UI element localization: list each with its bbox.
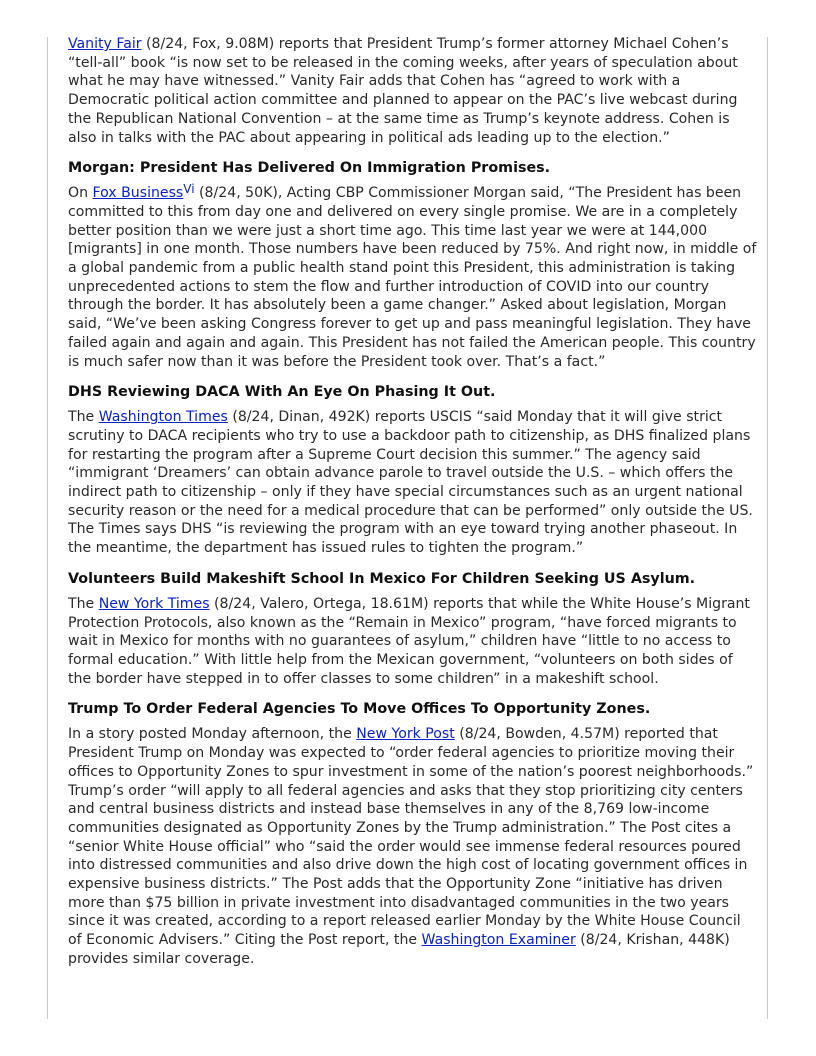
article-text: (8/24, Dinan, 492K) reports USCIS “said Monday that it will give strict scrutiny to DACA recipients who try to use a backdoor path to citizenship, as DHS finalized plans for restarting the program after a Supreme Court decision this summer.” The agency said “immigrant ‘Dreamers’ can obtain advance parole to travel outside the U.S. – which offers the indirect path to citizenship – only if they have special circumstances such as an urgent national security reason or the need for a medical procedure that can be performed” only outside the US. The Times says DHS “is reviewing the program with an eye toward trying another phaseout. In the meantime, the department has issued rules to tighten the program.” [68,409,753,557]
article-text-tail: (8/24, Krishan, 448K) provides similar coverage. [68,932,730,967]
headline-makeshift-school: Volunteers Build Makeshift School In Mexico For Children Seeking US Asylum. [68,570,696,587]
headline-daca: DHS Reviewing DACA With An Eye On Phasing It Out. [68,384,496,401]
article-daca [68,408,758,558]
article-text: (8/24, 50K), Acting CBP Commissioner Morgan said, “The President has been committed to this from day one and delivered on every single promise. We are in a completely better position than we were just a short time ago. This time last year we were at 144,000 [migrants] in one month. Those numbers have been reduced by 75%. And right now, in middle of a global pandemic from a public health stand point this President, this administration is taking unprecedented actions to stem the flow and further introduction of COVID into our country through the border. It has absolutely been a game changer.” Asked about legislation, Morgan said, “We’ve been asking Congress forever to get up and pass meaningful legislation. They have failed again and again and again. This President has not failed the American people. This country is much safer now than it was before the President took over. That’s a fact.” [68,185,757,370]
headline-opportunity-zones: Trump To Order Federal Agencies To Move Offices To Opportunity Zones. [68,701,651,718]
article-text: (8/24, Bowden, 4.57M) reported that President Trump on Monday was expected to “order federal agencies to prioritize moving their offices to Opportunity Zones to spur investment in some of the nation’s poorest neighborhoods.” Trump’s order “will apply to all federal agencies and asks that they stop prioritizing city centers and central business districts and instead base themselves in any of the 8,769 low-income communities designated as Opportunity Zones by the Trump administration.” The Post cites a “senior White House official” who “said the order would see immense federal resources poured into distressed communities and also drive down the high cost of locating government offices in expensive business districts.” The Post adds that the Opportunity Zone “initiative has driven more than $75 billion in private investment into disadvantaged communities in the two years since it was created, according to a report released earlier Monday by the White House Council of Economic Advisers.” Citing the Post report, the [68,726,754,949]
source-link-new-york-post[interactable]: New York Post [356,726,455,743]
article-vanity-fair [68,35,758,147]
article-immigration-promises [68,184,758,371]
headline-immigration-promises: Morgan: President Has Delivered On Immigration Promises. [68,160,551,177]
article-lead: The [68,595,99,612]
source-link-washington-times[interactable]: Washington Times [98,409,228,426]
source-link-vanity-fair[interactable]: Vanity Fair [68,36,142,52]
article-text: (8/24, Fox, 9.08M) reports that President Trump’s former attorney Michael Cohen’s “tell-all” book “is now set to be released in the coming weeks, after years of speculation about what he may have witnessed.” Vanity Fair adds that Cohen has “agreed to work with a Democratic political action committee and planned to appear on the PAC’s live webcast during the Republican National Convention – at the same time as Trump’s keynote address. Cohen is also in talks with the PAC about appearing in political ads leading up to the election.” [68,36,738,146]
article-lead: The [68,409,99,426]
article-lead: In a story posted Monday afternoon, the [68,726,357,743]
article-makeshift-school [68,595,758,689]
document-body [68,35,758,980]
source-link-new-york-times[interactable]: New York Times [98,595,210,612]
source-link-fox-business[interactable]: Fox Business [92,185,184,202]
article-opportunity-zones [68,725,758,968]
footnote-marker[interactable]: Vi [183,182,195,197]
article-lead: On [68,185,93,202]
article-text: (8/24, Valero, Ortega, 18.61M) reports that while the White House’s Migrant Protection Protocols, also known as the “Remain in Mexico” program, “have forced migrants to wait in Mexico for months with no guarantees of asylum,” children have “little to no access to formal education.” With little help from the Mexican government, “volunteers on both sides of the border have stepped in to offer classes to some children” in a makeshift school. [68,595,750,687]
source-link-washington-examiner[interactable]: Washington Examiner [421,932,576,949]
